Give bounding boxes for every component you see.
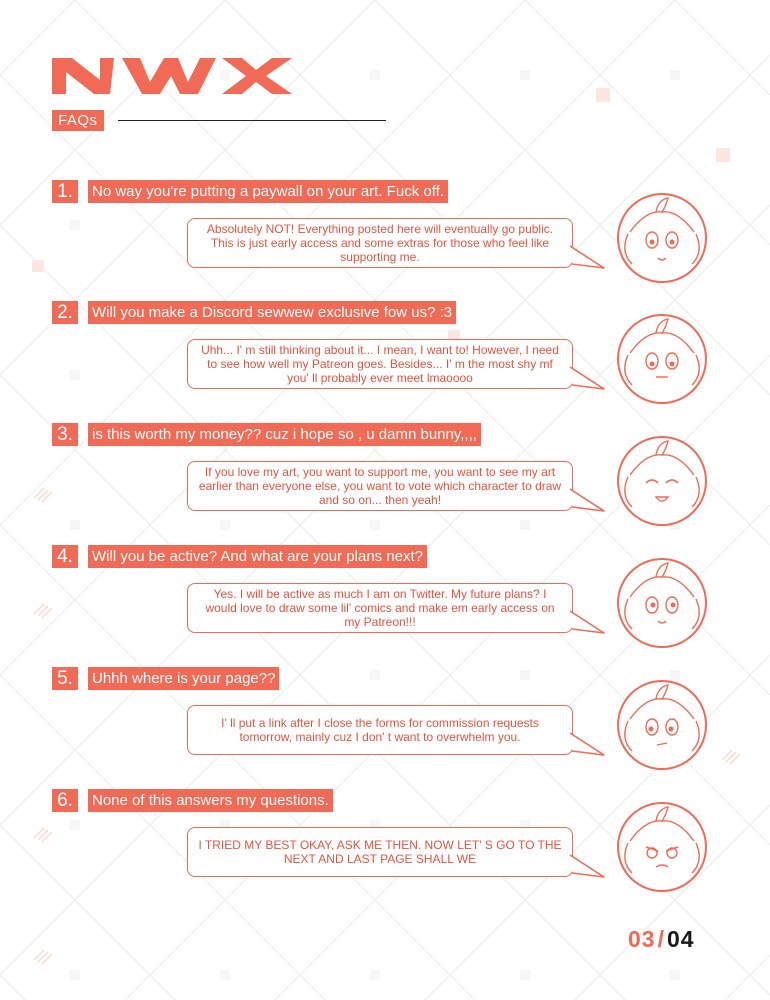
answer-bubble: I TRIED MY BEST OKAY, ASK ME THEN. NOW LET' S GO TO THE NEXT AND LAST PAGE SHALL WE bbox=[187, 827, 573, 877]
speech-tail bbox=[568, 729, 606, 757]
speech-tail bbox=[568, 363, 606, 391]
bunny-avatar-icon bbox=[616, 801, 708, 893]
question-text: None of this answers my questions. bbox=[88, 789, 333, 812]
faq-item-1 bbox=[0, 180, 770, 290]
question-text: Will you make a Discord sewwew exclusive fow us? :3 bbox=[88, 301, 456, 324]
total-pages: 04 bbox=[666, 926, 695, 952]
speech-tail bbox=[568, 851, 606, 879]
question-number: 2. bbox=[52, 301, 78, 324]
answer-bubble: If you love my art, you want to support me, you want to see my art earlier than everyone else, you want to vote which character to draw and so on... then yeah! bbox=[187, 461, 573, 511]
answer-bubble: Absolutely NOT! Everything posted here will eventually go public. This is just early access and some extras for those who feel like supporting me. bbox=[187, 218, 573, 268]
question-number: 1. bbox=[52, 180, 78, 203]
answer-bubble: I' ll put a link after I close the forms for commission requests tomorrow, mainly cuz I don' t want to overwhelm you. bbox=[187, 705, 573, 755]
nwx-logo bbox=[52, 58, 292, 94]
question-text: Uhhh where is your page?? bbox=[88, 667, 279, 690]
question-number: 4. bbox=[52, 545, 78, 568]
faq-item-3 bbox=[0, 423, 770, 533]
question-number: 5. bbox=[52, 667, 78, 690]
speech-tail bbox=[568, 485, 606, 513]
current-page: 03 bbox=[628, 926, 656, 952]
bunny-avatar-icon bbox=[616, 679, 708, 771]
header-divider bbox=[118, 120, 386, 121]
bunny-avatar-icon bbox=[616, 313, 708, 405]
section-label: FAQs bbox=[52, 110, 104, 131]
page-number bbox=[628, 926, 695, 953]
faq-item-6 bbox=[0, 789, 770, 899]
speech-tail bbox=[568, 607, 606, 635]
question-number: 3. bbox=[52, 423, 78, 446]
bunny-avatar-icon bbox=[616, 435, 708, 527]
question-number: 6. bbox=[52, 789, 78, 812]
answer-bubble: Uhh... I' m still thinking about it... I mean, I want to! However, I need to see how well my Patreon goes. Besides... I' m the most shy mf you' ll probably ever meet lmaoooo bbox=[187, 339, 573, 389]
bunny-avatar-icon bbox=[616, 192, 708, 284]
faq-item-4 bbox=[0, 545, 770, 655]
faq-item-5 bbox=[0, 667, 770, 777]
page-separator: / bbox=[657, 926, 665, 952]
bunny-avatar-icon bbox=[616, 557, 708, 649]
answer-bubble: Yes. I will be active as much I am on Twitter. My future plans? I would love to draw some lil' comics and make em early access on my Patreon!!! bbox=[187, 583, 573, 633]
faq-item-2 bbox=[0, 301, 770, 411]
speech-tail bbox=[568, 242, 606, 270]
question-text: is this worth my money?? cuz i hope so , u damn bunny,,,, bbox=[88, 423, 481, 446]
question-text: Will you be active? And what are your plans next? bbox=[88, 545, 427, 568]
question-text: No way you're putting a paywall on your art. Fuck off. bbox=[88, 180, 448, 203]
